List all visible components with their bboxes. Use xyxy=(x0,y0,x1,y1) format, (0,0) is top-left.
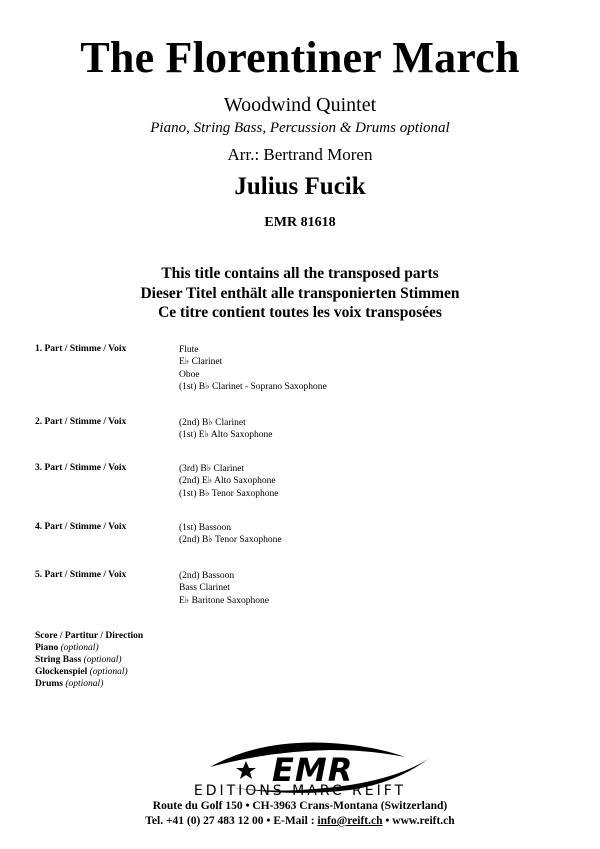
piano-label: Piano xyxy=(35,643,59,653)
catalog-number: EMR 81618 xyxy=(264,215,336,230)
instrument-item: (2nd) Bassoon xyxy=(179,571,235,581)
part-label: 4. Part / Stimme / Voix xyxy=(35,522,127,532)
instrument-item: (2nd) B♭ Clarinet xyxy=(179,418,246,428)
extras-list xyxy=(35,630,143,690)
instrument-item: (3rd) B♭ Clarinet xyxy=(179,464,245,474)
part-label: 2. Part / Stimme / Voix xyxy=(35,417,127,427)
instrument-item: (2nd) B♭ Tenor Saxophone xyxy=(179,535,282,546)
part-instruments xyxy=(179,570,269,607)
part-instruments xyxy=(179,344,327,393)
instrument-item: Oboe xyxy=(179,369,200,380)
score-label: Score / Partitur / Direction xyxy=(35,631,144,641)
publisher-address: Route du Golf 150 • CH-3963 Crans-Montana (Switzerland) xyxy=(152,800,448,812)
glockenspiel-line xyxy=(35,666,143,678)
ensemble-subtitle: Woodwind Quintet xyxy=(223,94,377,116)
instrument-item: Bass Clarinet xyxy=(179,583,230,594)
instrument-item: E♭ Clarinet xyxy=(179,357,223,368)
drums-line xyxy=(35,678,143,690)
publisher-contact xyxy=(0,815,600,827)
optional-note: (optional) xyxy=(60,643,99,653)
notice-german: Dieser Titel enthält alle transponierten Stimmen xyxy=(140,285,460,302)
score-line xyxy=(35,630,143,642)
instrument-item: (1st) B♭ Clarinet - Soprano Saxophone xyxy=(179,381,327,392)
instrument-item: (1st) B♭ Tenor Saxophone xyxy=(179,488,279,499)
contact-web: • www.reift.ch xyxy=(382,815,455,827)
drums-label: Drums xyxy=(35,679,63,689)
email-link[interactable]: info@reift.ch xyxy=(317,815,383,827)
instrument-item: Flute xyxy=(179,345,199,355)
composer: Julius Fucik xyxy=(234,173,366,200)
glockenspiel-label: Glockenspiel xyxy=(35,667,88,677)
piano-line xyxy=(35,642,143,654)
instrument-item: (1st) E♭ Alto Saxophone xyxy=(179,430,273,441)
instrument-item: E♭ Baritone Saxophone xyxy=(179,595,269,606)
part-instruments xyxy=(179,463,278,500)
string-bass-label: String Bass xyxy=(35,655,82,665)
part-label: 5. Part / Stimme / Voix xyxy=(35,570,127,580)
string-bass-line xyxy=(35,654,143,666)
optional-instruments: Piano, String Bass, Percussion & Drums optional xyxy=(150,120,450,136)
arranger: Arr.: Bertrand Moren xyxy=(227,145,373,164)
logo-text: EMR xyxy=(272,751,354,789)
contact-tel: Tel. +41 (0) 27 483 12 00 • E-Mail : xyxy=(145,815,318,827)
instrument-item: (1st) Bassoon xyxy=(179,523,231,533)
part-label: 1. Part / Stimme / Voix xyxy=(35,344,127,354)
publisher-name: EDITIONS MARC REIFT xyxy=(193,783,407,799)
notice-english: This title contains all the transposed parts xyxy=(161,265,439,282)
optional-note: (optional) xyxy=(83,655,122,665)
part-instruments xyxy=(179,522,282,547)
part-instruments xyxy=(179,417,272,442)
optional-note: (optional) xyxy=(89,667,128,677)
part-label: 3. Part / Stimme / Voix xyxy=(35,463,127,473)
page-title: The Florentiner March xyxy=(80,33,520,82)
notice-french: Ce titre contient toutes les voix transposées xyxy=(158,304,442,321)
optional-note: (optional) xyxy=(65,679,104,689)
instrument-item: (2nd) E♭ Alto Saxophone xyxy=(179,476,276,487)
